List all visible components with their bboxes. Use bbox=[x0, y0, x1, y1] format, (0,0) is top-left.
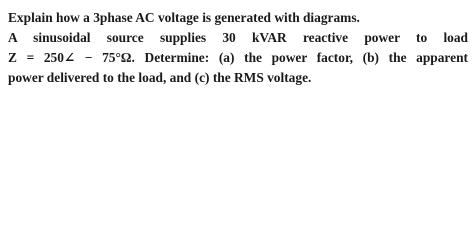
question-line-2: A sinusoidal source supplies 30 kVAR reactive power to load bbox=[8, 30, 468, 45]
question-line-1: Explain how a 3phase AC voltage is generated with diagrams. bbox=[8, 10, 360, 25]
question-line-3: Z = 250∠ − 75°Ω. Determine: (a) the power factor, (b) the apparent bbox=[8, 50, 468, 65]
question-text-block bbox=[0, 0, 476, 98]
question-line-4: power delivered to the load, and (c) the RMS voltage. bbox=[8, 70, 312, 85]
